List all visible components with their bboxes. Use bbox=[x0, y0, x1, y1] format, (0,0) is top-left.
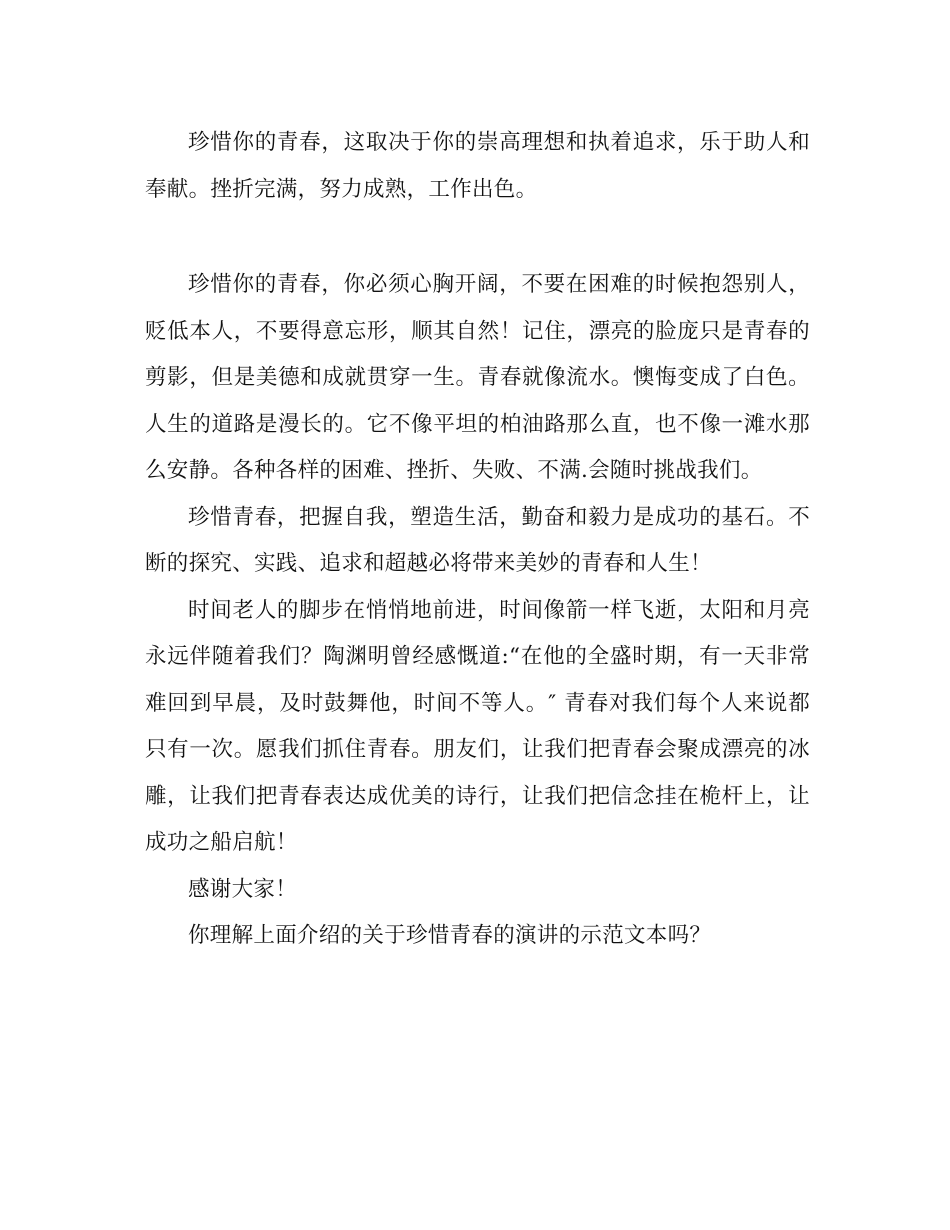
paragraph: 珍惜你的青春，这取决于你的崇高理想和执着追求，乐于助人和奉献。挫折完满，努力成熟，工作出色。 bbox=[145, 130, 810, 202]
text-section-1 bbox=[145, 120, 810, 213]
text-section-2 bbox=[145, 262, 810, 960]
paragraph: 珍惜你的青春，你必须心胸开阔，不要在困难的时候抱怨别人，贬低本人，不要得意忘形，顺其自然！记住，漂亮的脸庞只是青春的剪影，但是美德和成就贯穿一生。青春就像流水。懊悔变成了白色。人生的道路是漫长的。它不像平坦的柏油路那么直，也不像一滩水那么安静。各种各样的困难、挫折、失败、不满.会随时挑战我们。 bbox=[145, 272, 810, 483]
paragraph: 你理解上面介绍的关于珍惜青春的演讲的示范文本吗？ bbox=[188, 923, 712, 948]
paragraph: 珍惜青春，把握自我，塑造生活，勤奋和毅力是成功的基石。不断的探究、实践、追求和超越必将带来美妙的青春和人生！ bbox=[145, 504, 810, 576]
paragraph: 时间老人的脚步在悄悄地前进，时间像箭一样飞逝，太阳和月亮永远伴随着我们？陶渊明曾经感慨道:“在他的全盛时期，有一天非常难回到早晨，及时鼓舞他，时间不等人。″ 青春对我们每个人来说都只有一次。愿我们抓住青春。朋友们，让我们把青春会聚成漂亮的冰雕，让我们把青春表达成优美的诗行，让我们把信念挂在桅杆上，让成功之船启航！ bbox=[145, 597, 810, 855]
paragraph: 感谢大家！ bbox=[188, 876, 298, 902]
